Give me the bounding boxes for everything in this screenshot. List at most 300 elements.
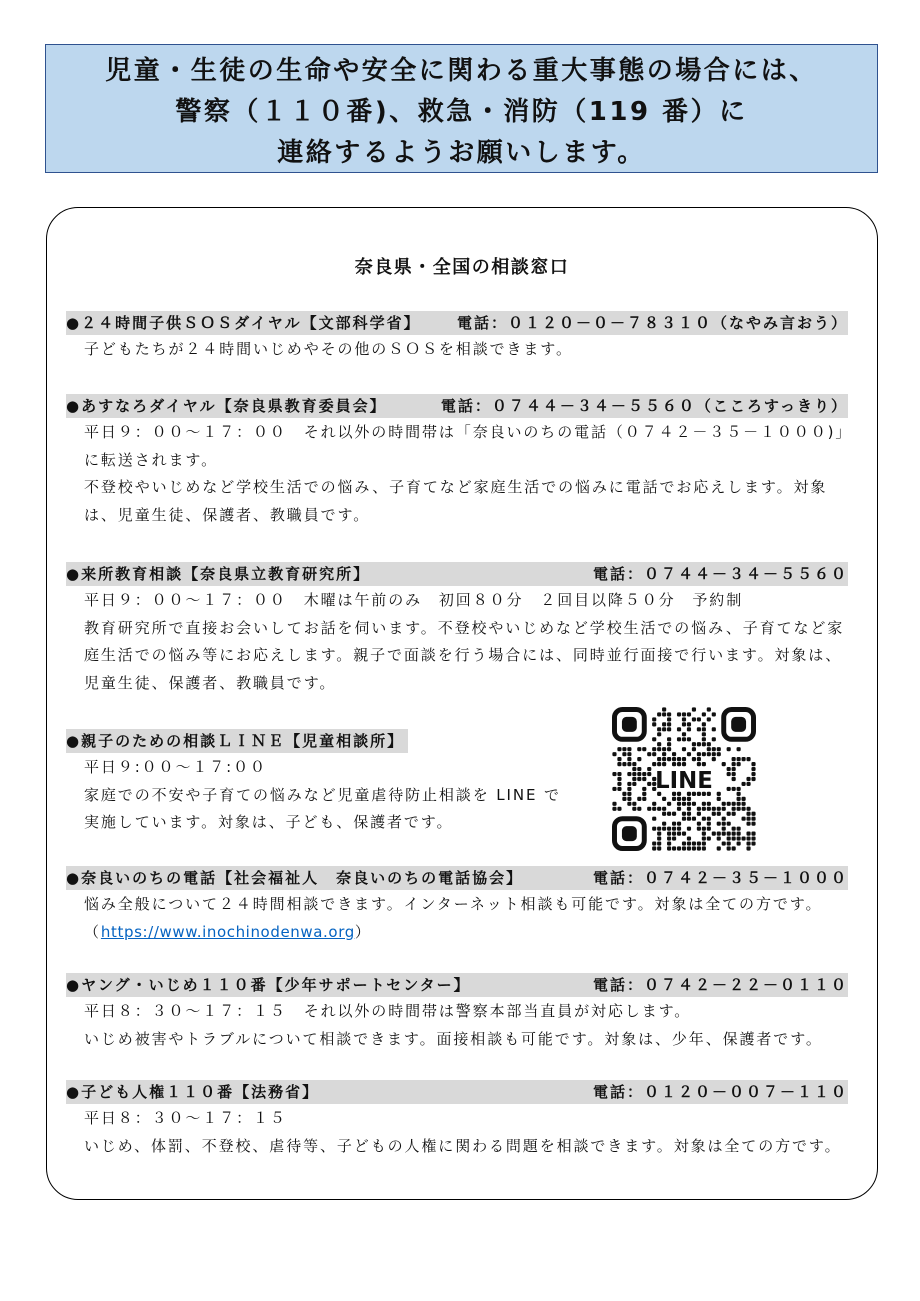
qr-module	[727, 841, 731, 845]
qr-module	[612, 807, 616, 811]
qr-module	[672, 812, 676, 816]
qr-module	[722, 841, 726, 845]
qr-module	[732, 777, 736, 781]
qr-module	[692, 846, 696, 850]
qr-module	[632, 762, 636, 766]
section-name: ●奈良いのちの電話【社会福祉人 奈良いのちの電話協会】	[66, 869, 524, 887]
qr-module	[627, 802, 631, 806]
panel-title: 奈良県・全国の相談窓口	[354, 257, 570, 278]
qr-module	[627, 747, 631, 751]
qr-module	[662, 747, 666, 751]
consultation-section	[66, 311, 848, 364]
qr-module	[702, 762, 706, 766]
qr-module	[687, 817, 691, 821]
qr-module	[657, 837, 661, 841]
banner-line: 連絡するようお願いします。	[277, 138, 646, 168]
qr-module	[732, 827, 736, 831]
qr-finder-center	[731, 717, 746, 732]
qr-module	[657, 757, 661, 761]
qr-module	[732, 837, 736, 841]
qr-module	[687, 812, 691, 816]
qr-module	[732, 807, 736, 811]
qr-module	[737, 802, 741, 806]
qr-module	[612, 772, 616, 776]
qr-module	[727, 832, 731, 836]
section-name: ●親子のための相談ＬＩＮＥ【児童相談所】	[66, 732, 405, 750]
qr-module	[737, 841, 741, 845]
qr-module	[727, 846, 731, 850]
qr-module	[692, 802, 696, 806]
qr-module	[692, 841, 696, 845]
qr-module	[697, 762, 701, 766]
qr-module	[652, 737, 656, 741]
qr-module	[717, 837, 721, 841]
qr-module	[697, 812, 701, 816]
qr-module	[687, 827, 691, 831]
qr-module	[732, 832, 736, 836]
qr-module	[751, 837, 755, 841]
qr-module	[677, 762, 681, 766]
consultation-section	[66, 1080, 848, 1160]
qr-module	[697, 822, 701, 826]
qr-module	[702, 817, 706, 821]
qr-module	[702, 712, 706, 716]
qr-module	[677, 822, 681, 826]
qr-module	[746, 846, 750, 850]
section-text: 教育研究所で直接お会いしてお話を伺います。不登校やいじめなど学校生活での悩み、子育てなど家	[84, 618, 845, 637]
qr-module	[617, 777, 621, 781]
qr-module	[702, 841, 706, 845]
qr-module	[682, 732, 686, 736]
qr-module	[647, 772, 651, 776]
qr-module	[622, 797, 626, 801]
qr-module	[727, 822, 731, 826]
qr-module	[687, 737, 691, 741]
qr-module	[672, 822, 676, 826]
qr-module	[692, 817, 696, 821]
qr-module	[677, 846, 681, 850]
qr-module	[637, 807, 641, 811]
qr-module	[652, 817, 656, 821]
qr-module	[687, 841, 691, 845]
qr-module	[667, 802, 671, 806]
qr-module	[637, 747, 641, 751]
qr-module	[737, 747, 741, 751]
qr-module	[627, 757, 631, 761]
qr-module	[662, 807, 666, 811]
qr-module	[687, 797, 691, 801]
qr-module	[662, 712, 666, 716]
qr-finder-center	[622, 826, 637, 841]
section-text: いじめ被害やトラブルについて相談できます。面接相談も可能です。対象は、少年、保護者です。	[84, 1029, 823, 1048]
qr-module	[657, 742, 661, 746]
qr-module	[727, 787, 731, 791]
qr-module	[652, 717, 656, 721]
qr-module	[662, 752, 666, 756]
qr-module	[687, 807, 691, 811]
qr-module	[642, 777, 646, 781]
qr-module	[682, 841, 686, 845]
qr-module	[632, 802, 636, 806]
qr-module	[746, 782, 750, 786]
qr-module	[637, 767, 641, 771]
qr-module	[617, 757, 621, 761]
qr-module	[667, 717, 671, 721]
qr-module	[727, 767, 731, 771]
qr-module	[642, 797, 646, 801]
qr-module	[682, 817, 686, 821]
qr-module	[617, 782, 621, 786]
qr-module	[742, 782, 746, 786]
qr-module	[682, 757, 686, 761]
qr-module	[742, 802, 746, 806]
qr-module	[702, 827, 706, 831]
qr-module	[662, 822, 666, 826]
qr-module	[612, 802, 616, 806]
qr-module	[702, 737, 706, 741]
qr-module	[657, 732, 661, 736]
section-name: ●子ども人権１１０番【法務省】	[66, 1083, 320, 1101]
qr-module	[667, 832, 671, 836]
qr-module	[722, 832, 726, 836]
qr-module	[657, 727, 661, 731]
qr-module	[652, 846, 656, 850]
qr-module	[746, 812, 750, 816]
qr-module	[612, 787, 616, 791]
qr-module	[657, 747, 661, 751]
qr-module	[727, 812, 731, 816]
qr-module	[642, 787, 646, 791]
banner-line: 児童・生徒の生命や安全に関わる重大事態の場合には、	[105, 56, 818, 86]
qr-module	[732, 846, 736, 850]
qr-module	[737, 757, 741, 761]
qr-module	[657, 846, 661, 850]
qr-module	[672, 846, 676, 850]
qr-module	[667, 722, 671, 726]
qr-module	[637, 772, 641, 776]
qr-module	[702, 752, 706, 756]
qr-module	[627, 792, 631, 796]
qr-module	[682, 712, 686, 716]
qr-module	[697, 742, 701, 746]
qr-module	[697, 827, 701, 831]
qr-module	[751, 817, 755, 821]
section-text: に転送されます。	[84, 450, 219, 469]
qr-module	[627, 787, 631, 791]
qr-module	[742, 837, 746, 841]
qr-module	[647, 767, 651, 771]
qr-module	[647, 782, 651, 786]
qr-module	[737, 832, 741, 836]
section-name: ●ヤング・いじめ１１０番【少年サポートセンター】	[66, 976, 471, 994]
qr-module	[746, 832, 750, 836]
qr-module	[652, 841, 656, 845]
qr-module	[682, 737, 686, 741]
qr-module	[662, 827, 666, 831]
qr-module	[746, 817, 750, 821]
section-header	[66, 562, 848, 586]
section-header	[66, 729, 408, 753]
qr-module	[652, 802, 656, 806]
consultation-section	[66, 562, 848, 697]
qr-module	[707, 817, 711, 821]
qr-module	[751, 767, 755, 771]
qr-module	[751, 772, 755, 776]
emergency-notice-banner	[45, 44, 878, 173]
section-header	[66, 394, 848, 418]
qr-module	[737, 787, 741, 791]
qr-module	[746, 777, 750, 781]
qr-module	[732, 772, 736, 776]
qr-module	[727, 772, 731, 776]
qr-module	[742, 807, 746, 811]
section-body	[66, 336, 848, 364]
qr-module	[677, 712, 681, 716]
qr-module	[672, 757, 676, 761]
qr-module	[632, 807, 636, 811]
qr-module	[652, 722, 656, 726]
qr-module	[727, 747, 731, 751]
qr-module	[737, 837, 741, 841]
section-text: 家庭での不安や子育ての悩みなど児童虐待防止相談を LINE で	[84, 785, 561, 804]
section-text: 児童生徒、保護者、教職員です。	[84, 673, 337, 692]
section-name: ●２４時間子供ＳＯＳダイヤル【文部科学省】	[66, 314, 421, 332]
qr-module	[722, 802, 726, 806]
qr-module	[677, 757, 681, 761]
section-text: は、児童生徒、保護者、教職員です。	[84, 505, 371, 524]
qr-module	[702, 742, 706, 746]
qr-module	[677, 797, 681, 801]
qr-module	[702, 832, 706, 836]
qr-module	[697, 846, 701, 850]
qr-module	[667, 727, 671, 731]
qr-module	[737, 797, 741, 801]
qr-module	[697, 727, 701, 731]
website-link[interactable]: https://www.inochinodenwa.org	[100, 922, 355, 941]
qr-module	[652, 747, 656, 751]
qr-module	[732, 757, 736, 761]
qr-module	[707, 822, 711, 826]
section-body	[66, 891, 848, 946]
qr-module	[682, 762, 686, 766]
qr-module	[657, 762, 661, 766]
qr-module	[732, 802, 736, 806]
qr-module	[712, 807, 716, 811]
section-text: 平日８：３０～１７：１５ それ以外の時間帯は警察本部当直員が対応します。	[84, 1002, 692, 1020]
qr-module	[717, 792, 721, 796]
qr-module	[702, 722, 706, 726]
qr-module	[707, 802, 711, 806]
qr-module	[692, 757, 696, 761]
qr-module	[727, 837, 731, 841]
section-text: 平日９：００～１７：００ 木曜は午前のみ 初回８０分 ２回目以降５０分 予約制	[84, 591, 744, 609]
section-header	[66, 866, 848, 890]
qr-module	[687, 727, 691, 731]
qr-module	[751, 841, 755, 845]
qr-finder-center	[622, 717, 637, 732]
qr-module	[737, 807, 741, 811]
qr-module	[657, 841, 661, 845]
qr-module	[722, 762, 726, 766]
qr-module	[617, 762, 621, 766]
qr-module	[717, 807, 721, 811]
qr-module	[732, 767, 736, 771]
qr-module	[647, 752, 651, 756]
qr-module	[672, 762, 676, 766]
section-text: 子どもたちが２４時間いじめやその他のＳＯＳを相談できます。	[84, 340, 573, 358]
section-name: ●あすなろダイヤル【奈良県教育委員会】	[66, 397, 387, 415]
qr-module	[712, 737, 716, 741]
section-header	[66, 1080, 848, 1104]
qr-module	[672, 797, 676, 801]
qr-module	[667, 742, 671, 746]
qr-module	[751, 822, 755, 826]
qr-module	[657, 827, 661, 831]
section-body	[66, 419, 853, 529]
qr-module	[746, 837, 750, 841]
qr-module	[702, 807, 706, 811]
qr-module	[637, 797, 641, 801]
qr-module	[737, 792, 741, 796]
section-text: いじめ、体罰、不登校、虐待等、子どもの人権に関わる問題を相談できます。対象は全ての方です。	[84, 1136, 842, 1155]
qr-module	[712, 757, 716, 761]
qr-module	[617, 787, 621, 791]
qr-module	[687, 722, 691, 726]
banner-line: 警察（１１０番)、救急・消防（119 番）に	[175, 97, 748, 127]
qr-module	[717, 747, 721, 751]
qr-module	[682, 832, 686, 836]
qr-module	[662, 762, 666, 766]
qr-module	[667, 757, 671, 761]
qr-module	[746, 807, 750, 811]
qr-module	[617, 807, 621, 811]
qr-module	[677, 807, 681, 811]
qr-module	[717, 822, 721, 826]
qr-module	[642, 792, 646, 796]
qr-module	[717, 812, 721, 816]
qr-module	[617, 772, 621, 776]
qr-module	[702, 727, 706, 731]
qr-module	[647, 807, 651, 811]
qr-module	[617, 747, 621, 751]
qr-module	[697, 841, 701, 845]
qr-module	[662, 797, 666, 801]
qr-module	[707, 752, 711, 756]
qr-module	[622, 747, 626, 751]
qr-module	[667, 737, 671, 741]
qr-module	[717, 846, 721, 850]
qr-module	[627, 772, 631, 776]
qr-module	[702, 846, 706, 850]
qr-module	[677, 737, 681, 741]
section-phone: 電話：０７４４－３４－５５６０（こころすっきり）	[440, 397, 848, 415]
section-header	[66, 311, 848, 335]
qr-module	[632, 782, 636, 786]
qr-module	[687, 752, 691, 756]
qr-module	[702, 802, 706, 806]
qr-module	[707, 807, 711, 811]
qr-module	[632, 772, 636, 776]
qr-module	[722, 822, 726, 826]
qr-module	[687, 837, 691, 841]
qr-module	[682, 717, 686, 721]
qr-module	[692, 717, 696, 721]
qr-module	[612, 752, 616, 756]
qr-module	[737, 827, 741, 831]
qr-module	[662, 757, 666, 761]
qr-module	[672, 827, 676, 831]
qr-module	[707, 717, 711, 721]
qr-module	[742, 757, 746, 761]
qr-module	[627, 752, 631, 756]
qr-module	[746, 822, 750, 826]
qr-module	[637, 777, 641, 781]
section-text: 実施しています。対象は、子ども、保護者です。	[84, 813, 454, 831]
qr-module	[622, 752, 626, 756]
qr-module	[667, 812, 671, 816]
qr-module	[682, 722, 686, 726]
qr-module	[751, 777, 755, 781]
qr-module	[732, 812, 736, 816]
qr-module	[677, 802, 681, 806]
qr-module	[712, 712, 716, 716]
qr-module	[751, 812, 755, 816]
qr-module	[702, 732, 706, 736]
qr-module	[637, 757, 641, 761]
qr-module	[652, 807, 656, 811]
qr-module	[677, 727, 681, 731]
qr-module	[751, 762, 755, 766]
qr-module	[667, 827, 671, 831]
consultation-section	[66, 866, 848, 946]
qr-module	[652, 762, 656, 766]
qr-module	[687, 712, 691, 716]
section-text: 平日８：３０～１７：１５	[84, 1109, 287, 1127]
section-name: ●来所教育相談【奈良県立教育研究所】	[66, 565, 371, 583]
qr-module	[627, 782, 631, 786]
qr-module	[632, 777, 636, 781]
qr-module	[667, 841, 671, 845]
qr-module	[732, 762, 736, 766]
qr-module	[737, 762, 741, 766]
qr-module	[687, 846, 691, 850]
qr-module	[692, 707, 696, 711]
qr-line-label: LINE	[655, 767, 713, 794]
qr-module	[687, 802, 691, 806]
qr-module	[622, 762, 626, 766]
qr-module	[682, 802, 686, 806]
qr-module	[722, 827, 726, 831]
qr-module	[692, 747, 696, 751]
qr-module	[746, 757, 750, 761]
qr-module	[712, 752, 716, 756]
qr-module	[627, 762, 631, 766]
qr-module	[707, 707, 711, 711]
section-body	[66, 587, 848, 697]
qr-module	[662, 812, 666, 816]
qr-module	[667, 846, 671, 850]
qr-module	[702, 837, 706, 841]
qr-module	[727, 802, 731, 806]
qr-module	[732, 787, 736, 791]
section-body	[66, 998, 848, 1053]
qr-code-icon	[612, 707, 756, 851]
qr-module	[712, 747, 716, 751]
qr-module	[657, 832, 661, 836]
section-phone: 電話：０１２０－０－７８３１０（なやみ言おう）	[456, 314, 848, 332]
consultation-section	[66, 973, 848, 1053]
qr-module	[722, 807, 726, 811]
